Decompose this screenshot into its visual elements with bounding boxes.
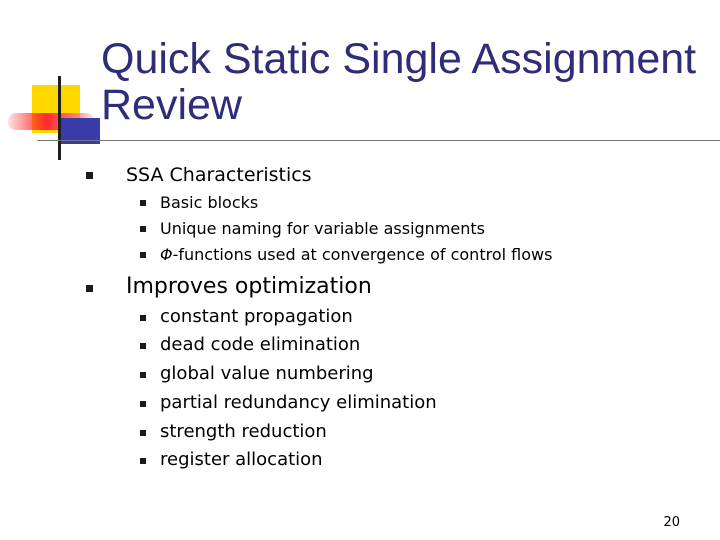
square-bullet-icon (140, 252, 146, 258)
square-bullet-icon (86, 172, 93, 179)
list-item-text: constant propagation (160, 306, 353, 327)
square-bullet-icon (140, 401, 146, 407)
page-number: 20 (663, 515, 680, 530)
list-item-text: partial redundancy elimination (160, 392, 437, 413)
list-item-text: global value numbering (160, 363, 374, 384)
list-item-text: Unique naming for variable assignments (160, 219, 485, 238)
list-item-text: dead code elimination (160, 334, 361, 355)
square-bullet-icon (140, 343, 146, 349)
phi-text: -functions used at convergence of control flows (172, 245, 553, 264)
list-item-text: register allocation (160, 449, 323, 470)
square-bullet-icon (86, 285, 93, 292)
decor-vertical-line (58, 76, 61, 160)
list-item-text (160, 245, 552, 265)
section-heading-text: SSA Characteristics (126, 164, 312, 186)
list-item-text: Basic blocks (160, 193, 259, 212)
title-underline (37, 140, 720, 141)
square-bullet-icon (140, 200, 146, 206)
square-bullet-icon (140, 458, 146, 464)
phi-symbol: Φ (160, 245, 173, 264)
square-bullet-icon (140, 315, 146, 321)
section-heading-text: Improves optimization (126, 274, 372, 299)
square-bullet-icon (140, 372, 146, 378)
list-item-text: strength reduction (160, 421, 327, 442)
slide-title: Quick Static Single Assignment Review (101, 35, 697, 129)
square-bullet-icon (140, 226, 146, 232)
square-bullet-icon (140, 430, 146, 436)
